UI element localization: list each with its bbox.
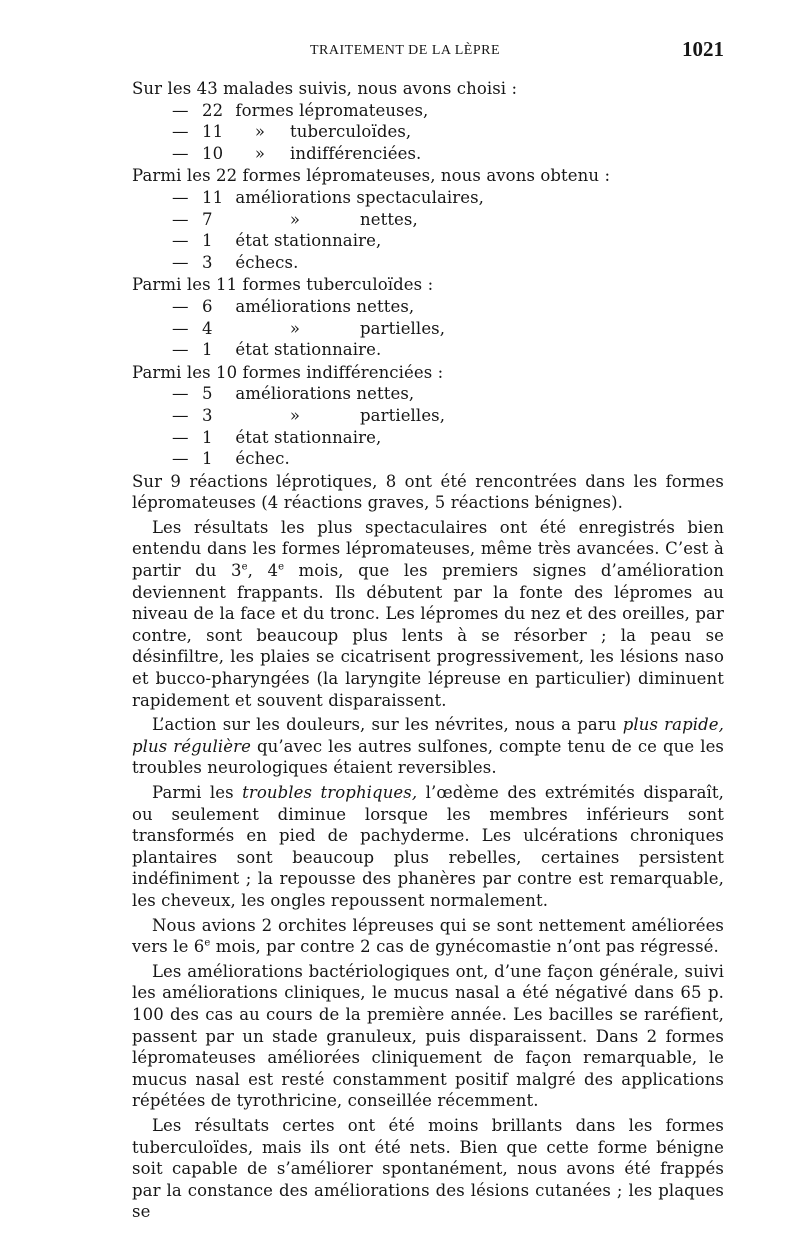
item-dash: — (172, 296, 189, 316)
list-item (172, 405, 724, 427)
item-ditto-mark: » (254, 143, 266, 163)
paragraph-orchitis: Nous avions 2 orchites lépreuses qui se sont nettement améliorées vers le 6e mois, par contre 2 cas de gynécomastie n’ont pas régressé. (132, 915, 724, 957)
item-count: 7 (202, 209, 213, 229)
item-count: 1 (202, 427, 213, 447)
list-item (172, 383, 724, 405)
page-header (132, 37, 724, 67)
item-dash: — (172, 318, 189, 338)
item-text: partielles, (360, 318, 446, 338)
list-item (172, 296, 724, 318)
item-dash: — (172, 449, 189, 469)
list-item (172, 143, 724, 165)
item-text: améliorations nettes, (235, 296, 415, 316)
item-ditto-mark: » (254, 122, 266, 142)
item-count: 10 (202, 143, 224, 163)
item-dash: — (172, 384, 189, 404)
list-item (172, 427, 724, 449)
list-item (172, 448, 724, 470)
item-text: échecs. (235, 252, 299, 272)
section-intro: Sur les 43 malades suivis, nous avons choisi : (132, 79, 518, 98)
results-list (172, 296, 724, 361)
list-item (172, 339, 724, 361)
item-count: 1 (202, 231, 213, 251)
item-text: indifférenciées. (290, 143, 422, 163)
list-item (172, 187, 724, 209)
item-count: 22 (202, 100, 224, 120)
paragraph-pain-neuritis: L’action sur les douleurs, sur les névrites, nous a paru plus rapide, plus régulière qu’avec les autres sulfones, compte tenu de ce que les troubles neurologiques étaient reversibles. (132, 715, 725, 778)
item-text: améliorations spectaculaires, (235, 187, 485, 207)
item-count: 4 (202, 318, 213, 338)
results-section (132, 274, 724, 360)
list-item (172, 100, 724, 122)
page-number: 1021 (682, 37, 724, 61)
item-dash: — (172, 405, 189, 425)
section-intro: Parmi les 10 formes indifférenciées : (132, 362, 444, 382)
item-text: état stationnaire, (235, 427, 382, 447)
item-dash: — (172, 252, 189, 272)
paragraph-trophic-disorders: Parmi les troubles trophiques, l’œdème des extrémités disparaît, ou seulement diminue lorsque les membres inférieurs sont transformés en pied de pachyderme. Les ulcérations chroniques plantaires sont beaucoup plus rebelles, certaines persistent indéfiniment ; la repousse des phanères par contre est remarquable, les cheveux, les ongles repoussent normalement. (132, 783, 724, 910)
item-text: état stationnaire, (235, 231, 382, 251)
item-count: 11 (202, 122, 224, 142)
section-intro: Parmi les 11 formes tuberculoïdes : (132, 275, 434, 295)
item-dash: — (172, 187, 189, 207)
item-count: 11 (202, 187, 224, 207)
results-lists (132, 78, 724, 470)
item-ditto-mark: » (289, 209, 301, 229)
item-text: échec. (235, 449, 290, 469)
item-count: 3 (202, 405, 213, 425)
results-section (132, 362, 724, 470)
paragraph-reactions: Sur 9 réactions léprotiques, 8 ont été rencontrées dans les formes lépromateuses (4 réactions graves, 5 réactions bénignes). (132, 471, 724, 513)
item-dash: — (172, 231, 189, 251)
results-list (172, 187, 724, 273)
paragraph-bacteriology: Les améliorations bactériologiques ont, d’une façon générale, suivi les améliorations cliniques, le mucus nasal a été négativé dans 65 p. 100 des cas au cours de la première année. Les bacilles se raréfient, passent par un stade granuleux, puis disparaissent. Dans 2 formes lépromateuses améliorées cliniquement de façon remarquable, le mucus nasal est resté constamment positif malgré des applications répétées de tyrothricine, conseillée récemment. (132, 961, 724, 1111)
item-ditto-mark: » (289, 405, 301, 425)
item-text: état stationnaire. (235, 340, 382, 360)
results-section (132, 165, 724, 273)
item-dash: — (172, 427, 189, 447)
item-count: 5 (202, 384, 213, 404)
item-count: 3 (202, 252, 213, 272)
running-title: TRAITEMENT DE LA LÈPRE (310, 43, 501, 58)
list-item (172, 252, 724, 274)
item-dash: — (172, 100, 189, 120)
section-intro: Parmi les 22 formes lépromateuses, nous avons obtenu : (132, 166, 611, 186)
item-dash: — (172, 122, 189, 142)
list-item (172, 230, 724, 252)
item-text: améliorations nettes, (235, 384, 415, 404)
item-dash: — (172, 340, 189, 360)
item-dash: — (172, 209, 189, 229)
results-list (172, 100, 724, 165)
item-text: partielles, (360, 405, 446, 425)
item-text: nettes, (360, 209, 418, 229)
list-item (172, 121, 724, 143)
list-item (172, 318, 724, 340)
item-count: 6 (202, 296, 213, 316)
item-count: 1 (202, 449, 213, 469)
results-section (132, 78, 724, 164)
item-ditto-mark: » (289, 318, 301, 338)
item-text: formes lépromateuses, (235, 100, 429, 120)
paragraph-tuberculoid-results: Les résultats certes ont été moins brillants dans les formes tuberculoïdes, mais ils ont été nets. Bien que cette forme bénigne soit capable de s’améliorer spontanément, nous avons été frappés par la constance des améliorations des lésions cutanées ; les plaques se (132, 1115, 724, 1222)
item-count: 1 (202, 340, 213, 360)
paragraph-lepromatous-results: Les résultats les plus spectaculaires ont été enregistrés bien entendu dans les formes lépromateuses, même très avancées. C’est à partir du 3e, 4e mois, que les premiers signes d’amélioration deviennent frappants. Ils débutent par la fonte des lépromes au niveau de la face et du tronc. Les lépromes du nez et des oreilles, par contre, sont beaucoup plus lents à se résorber ; la peau se désinfiltre, les plaies se cicatrisent progressivement, les lésions naso et bucco-pharyngées (la laryngite lépreuse en particulier) diminuent rapidement et souvent disparaissent. (132, 517, 724, 710)
item-text: tuberculoïdes, (290, 122, 412, 142)
results-list (172, 383, 724, 469)
item-dash: — (172, 143, 189, 163)
page-body (132, 78, 724, 1226)
list-item (172, 209, 724, 231)
